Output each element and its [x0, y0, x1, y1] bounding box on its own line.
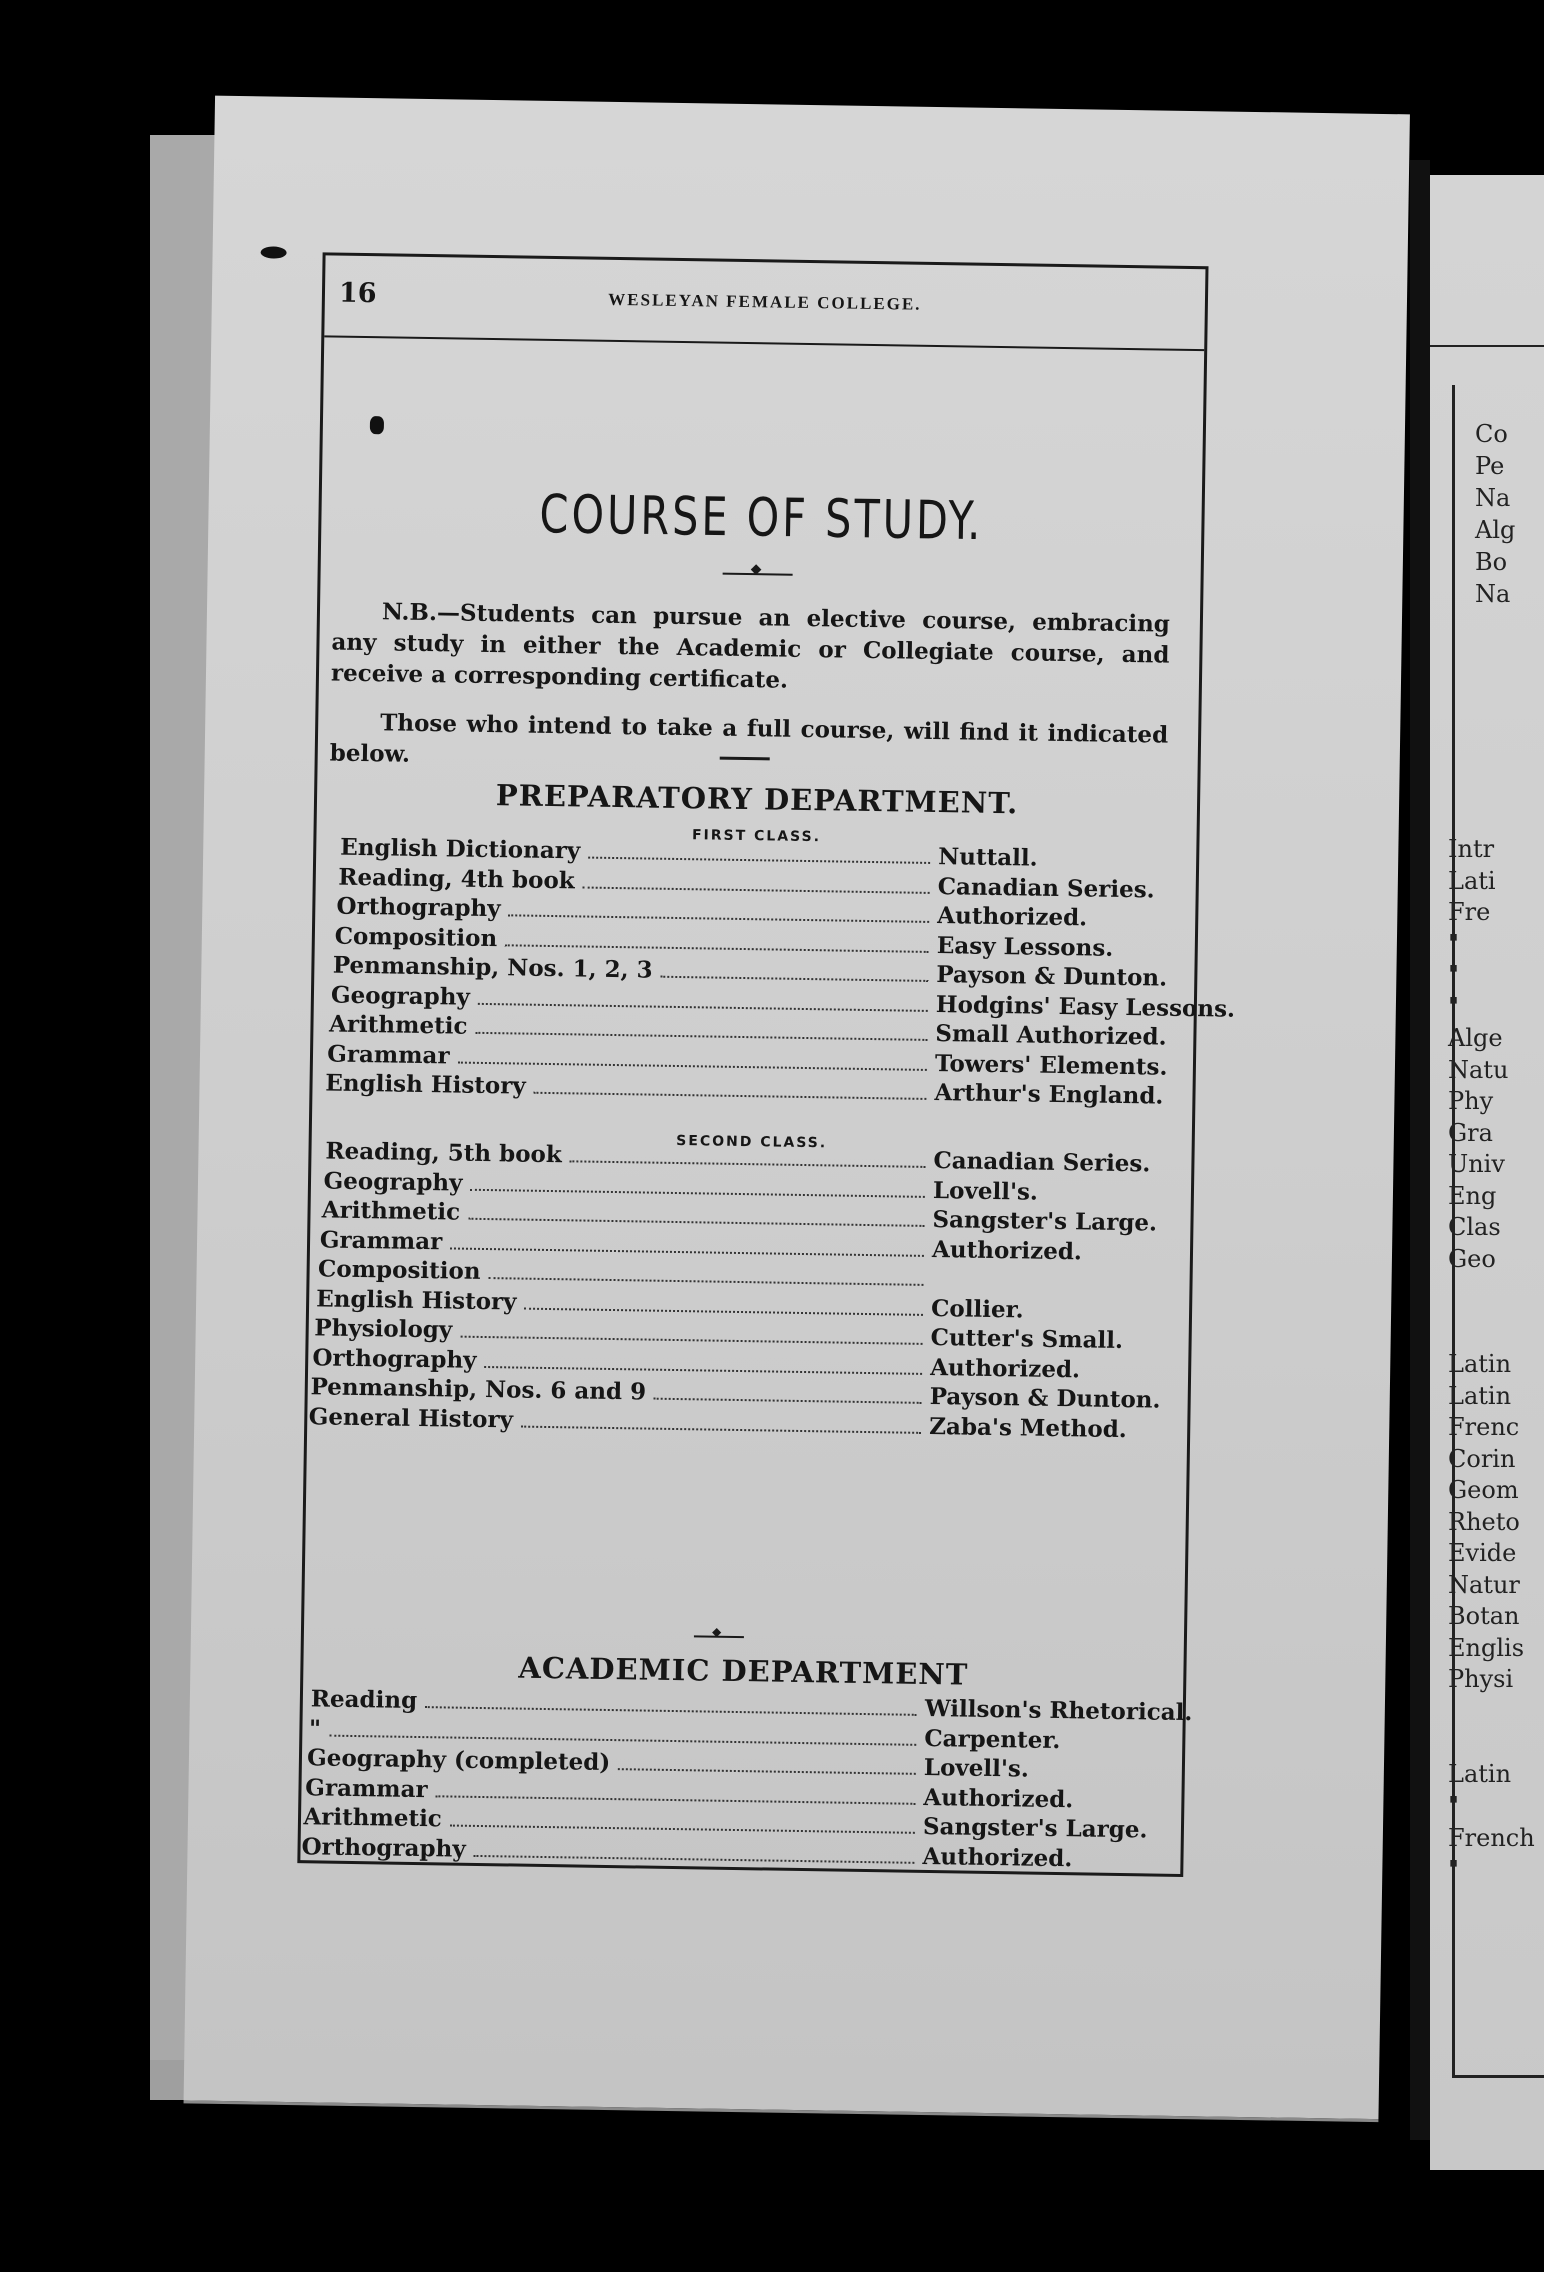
- course-subject: Composition: [334, 922, 498, 952]
- course-textbook: Zaba's Method.: [929, 1412, 1127, 1443]
- course-subject: English History: [315, 1284, 517, 1315]
- course-subject: Geography (completed): [306, 1744, 611, 1777]
- facing-page-fragment: Natur: [1448, 1570, 1520, 1599]
- course-textbook: Canadian Series.: [933, 1147, 1151, 1178]
- dot-leader: [468, 1218, 924, 1227]
- facing-page-fragment: Alge: [1448, 1024, 1503, 1052]
- facing-page-fragment: ": [1448, 1856, 1460, 1884]
- facing-page-fragment: Fre: [1448, 898, 1491, 926]
- facing-page-fragment: Eng: [1448, 1181, 1497, 1210]
- course-subject: Reading, 4th book: [338, 863, 575, 894]
- facing-page-fragment: Phy: [1448, 1087, 1494, 1115]
- facing-page-fragment: Pe: [1475, 452, 1505, 480]
- facing-page-fragment: Bo: [1475, 548, 1508, 576]
- dot-leader: [329, 1734, 916, 1745]
- facing-page-fragment: Alg: [1475, 516, 1516, 544]
- dot-leader: [425, 1706, 917, 1716]
- course-textbook: Carpenter.: [924, 1724, 1061, 1754]
- course-textbook: [931, 1286, 1189, 1290]
- facing-page-fragment: Latin: [1448, 1760, 1512, 1788]
- course-textbook: Small Authorized.: [935, 1020, 1167, 1051]
- preparatory-department-title: PREPARATORY DEPARTMENT.: [495, 778, 1019, 821]
- page-number: 16: [338, 277, 377, 310]
- course-subject: Reading, 5th book: [325, 1137, 563, 1169]
- facing-page-fragment: Geom: [1448, 1476, 1519, 1504]
- course-subject: Grammar: [305, 1773, 428, 1803]
- course-subject: Geography: [330, 981, 471, 1011]
- course-textbook: Collier.: [930, 1294, 1024, 1323]
- dot-leader: [475, 1032, 927, 1041]
- academic-department-title: ACADEMIC DEPARTMENT: [518, 1650, 969, 1692]
- page-title: COURSE OF STUDY.: [539, 482, 984, 552]
- course-subject: Geography: [323, 1166, 463, 1197]
- facing-page-fragment: Clas: [1448, 1213, 1501, 1241]
- dot-leader: [588, 857, 930, 864]
- facing-page-fragment: Gra: [1448, 1118, 1493, 1147]
- dot-leader: [450, 1247, 924, 1256]
- course-textbook: Authorized.: [929, 1353, 1081, 1383]
- dot-leader: [450, 1825, 915, 1834]
- academic-ornament: [694, 1631, 744, 1642]
- facing-page-fragment: Geo: [1448, 1244, 1496, 1273]
- course-textbook: Authorized.: [937, 902, 1088, 932]
- dot-leader: [478, 1002, 928, 1011]
- course-textbook: Hodgins' Easy Lessons.: [935, 990, 1236, 1023]
- facing-page-fragment: ": [1448, 1792, 1460, 1820]
- dot-leader: [484, 1366, 922, 1375]
- facing-page-fragment: Lati: [1448, 866, 1496, 895]
- first-class-list: [312, 833, 1236, 1112]
- dot-leader: [470, 1188, 924, 1197]
- dot-leader: [460, 1336, 922, 1345]
- facing-page-fragment: Botan: [1448, 1602, 1520, 1630]
- dot-leader: [488, 1277, 923, 1286]
- dot-leader: [661, 976, 929, 982]
- facing-page-fragment: Englis: [1448, 1633, 1525, 1662]
- facing-page-header-rule: [1430, 345, 1544, 347]
- dot-leader: [618, 1768, 916, 1775]
- second-class-list: [307, 1137, 1192, 1446]
- facing-page-fragment: Na: [1475, 484, 1511, 512]
- course-subject: Penmanship, Nos. 1, 2, 3: [332, 951, 653, 984]
- course-subject: Orthography: [312, 1343, 477, 1374]
- dot-leader: [534, 1092, 927, 1100]
- course-subject: Penmanship, Nos. 6 and 9: [310, 1373, 647, 1406]
- facing-page-fragment: Latin: [1448, 1381, 1512, 1410]
- facing-page-fragment: Co: [1475, 420, 1508, 448]
- title-ornament: [723, 567, 793, 582]
- course-textbook: Willson's Rhetorical.: [924, 1694, 1193, 1727]
- course-textbook: Lovell's.: [923, 1753, 1030, 1783]
- facing-page-fragment: ": [1448, 992, 1460, 1021]
- dot-leader: [474, 1854, 915, 1863]
- facing-page-fragment: Univ: [1448, 1150, 1505, 1178]
- note-paragraph-2: Those who intend to take a full course, will find it indicated below.: [329, 709, 1169, 768]
- course-subject: English History: [325, 1069, 526, 1100]
- facing-page-fragment: ": [1448, 929, 1460, 958]
- facing-page-fragment: Intr: [1448, 835, 1495, 863]
- course-textbook: Towers' Elements.: [934, 1049, 1168, 1081]
- course-subject: Physiology: [314, 1314, 453, 1344]
- facing-page-fragment: Corin: [1448, 1444, 1516, 1473]
- facing-page-fragment: French: [1448, 1824, 1535, 1852]
- course-subject: Composition: [317, 1255, 481, 1285]
- facing-page-fragment: Frenc: [1448, 1413, 1520, 1441]
- course-textbook: Arthur's England.: [934, 1079, 1164, 1110]
- facing-page: [1430, 175, 1544, 2170]
- course-textbook: Authorized.: [923, 1783, 1074, 1813]
- course-subject: General History: [308, 1402, 514, 1433]
- facing-page-fragment: Evide: [1448, 1539, 1517, 1567]
- header-rule: [324, 335, 1204, 351]
- dot-leader: [509, 914, 930, 923]
- note: [330, 596, 1171, 782]
- course-subject: Orthography: [336, 892, 501, 923]
- running-head: WESLEYAN FEMALE COLLEGE.: [608, 289, 922, 314]
- course-subject: ": [308, 1714, 322, 1742]
- course-subject: Orthography: [301, 1832, 466, 1863]
- dot-leader: [524, 1307, 923, 1315]
- first-class-label: FIRST CLASS.: [691, 827, 822, 846]
- facing-page-fragment: Rheto: [1448, 1507, 1520, 1536]
- course-textbook: Easy Lessons.: [936, 931, 1114, 962]
- book-page: [184, 96, 1410, 2123]
- note-paragraph-1: N.B.—Students can pursue an elective course, embracing any study in either the Academic or Collegiate course, and receive a corresponding certificate.: [330, 598, 1171, 694]
- ink-smudge: [261, 246, 287, 258]
- book-gutter: [1410, 160, 1430, 2140]
- facing-page-fragment: Latin: [1448, 1350, 1512, 1378]
- dot-leader: [654, 1398, 922, 1404]
- course-subject: Grammar: [319, 1225, 443, 1255]
- second-class-label: SECOND CLASS.: [676, 1132, 828, 1152]
- course-textbook: Authorized.: [931, 1235, 1083, 1265]
- course-subject: Arithmetic: [328, 1010, 468, 1040]
- dot-leader: [521, 1425, 921, 1433]
- course-textbook: Authorized.: [922, 1842, 1073, 1872]
- course-textbook: Cutter's Small.: [930, 1324, 1124, 1355]
- course-subject: Arithmetic: [321, 1196, 461, 1226]
- dot-leader: [457, 1061, 926, 1070]
- facing-page-fragment: Na: [1475, 580, 1511, 608]
- academic-list: [300, 1685, 1193, 1876]
- course-textbook: Sangster's Large.: [932, 1206, 1158, 1237]
- dot-leader: [505, 944, 929, 953]
- course-textbook: Lovell's.: [932, 1176, 1039, 1206]
- course-textbook: Sangster's Large.: [922, 1812, 1148, 1844]
- facing-page-fragment: Natu: [1448, 1055, 1509, 1084]
- course-textbook: Payson & Dunton.: [929, 1383, 1161, 1414]
- facing-page-fragment: ": [1448, 961, 1460, 989]
- course-subject: Grammar: [327, 1039, 450, 1069]
- dot-leader: [436, 1795, 916, 1805]
- course-textbook: Canadian Series.: [937, 872, 1155, 903]
- course-textbook: Payson & Dunton.: [936, 961, 1168, 992]
- dot-leader: [583, 886, 930, 893]
- course-textbook: Nuttall.: [937, 843, 1038, 872]
- course-subject: English Dictionary: [340, 833, 581, 865]
- dot-leader: [570, 1160, 926, 1168]
- content-frame: [297, 252, 1236, 1877]
- facing-page-fragment: Physi: [1448, 1665, 1514, 1693]
- course-subject: Arithmetic: [303, 1803, 443, 1833]
- course-subject: Reading: [310, 1685, 418, 1714]
